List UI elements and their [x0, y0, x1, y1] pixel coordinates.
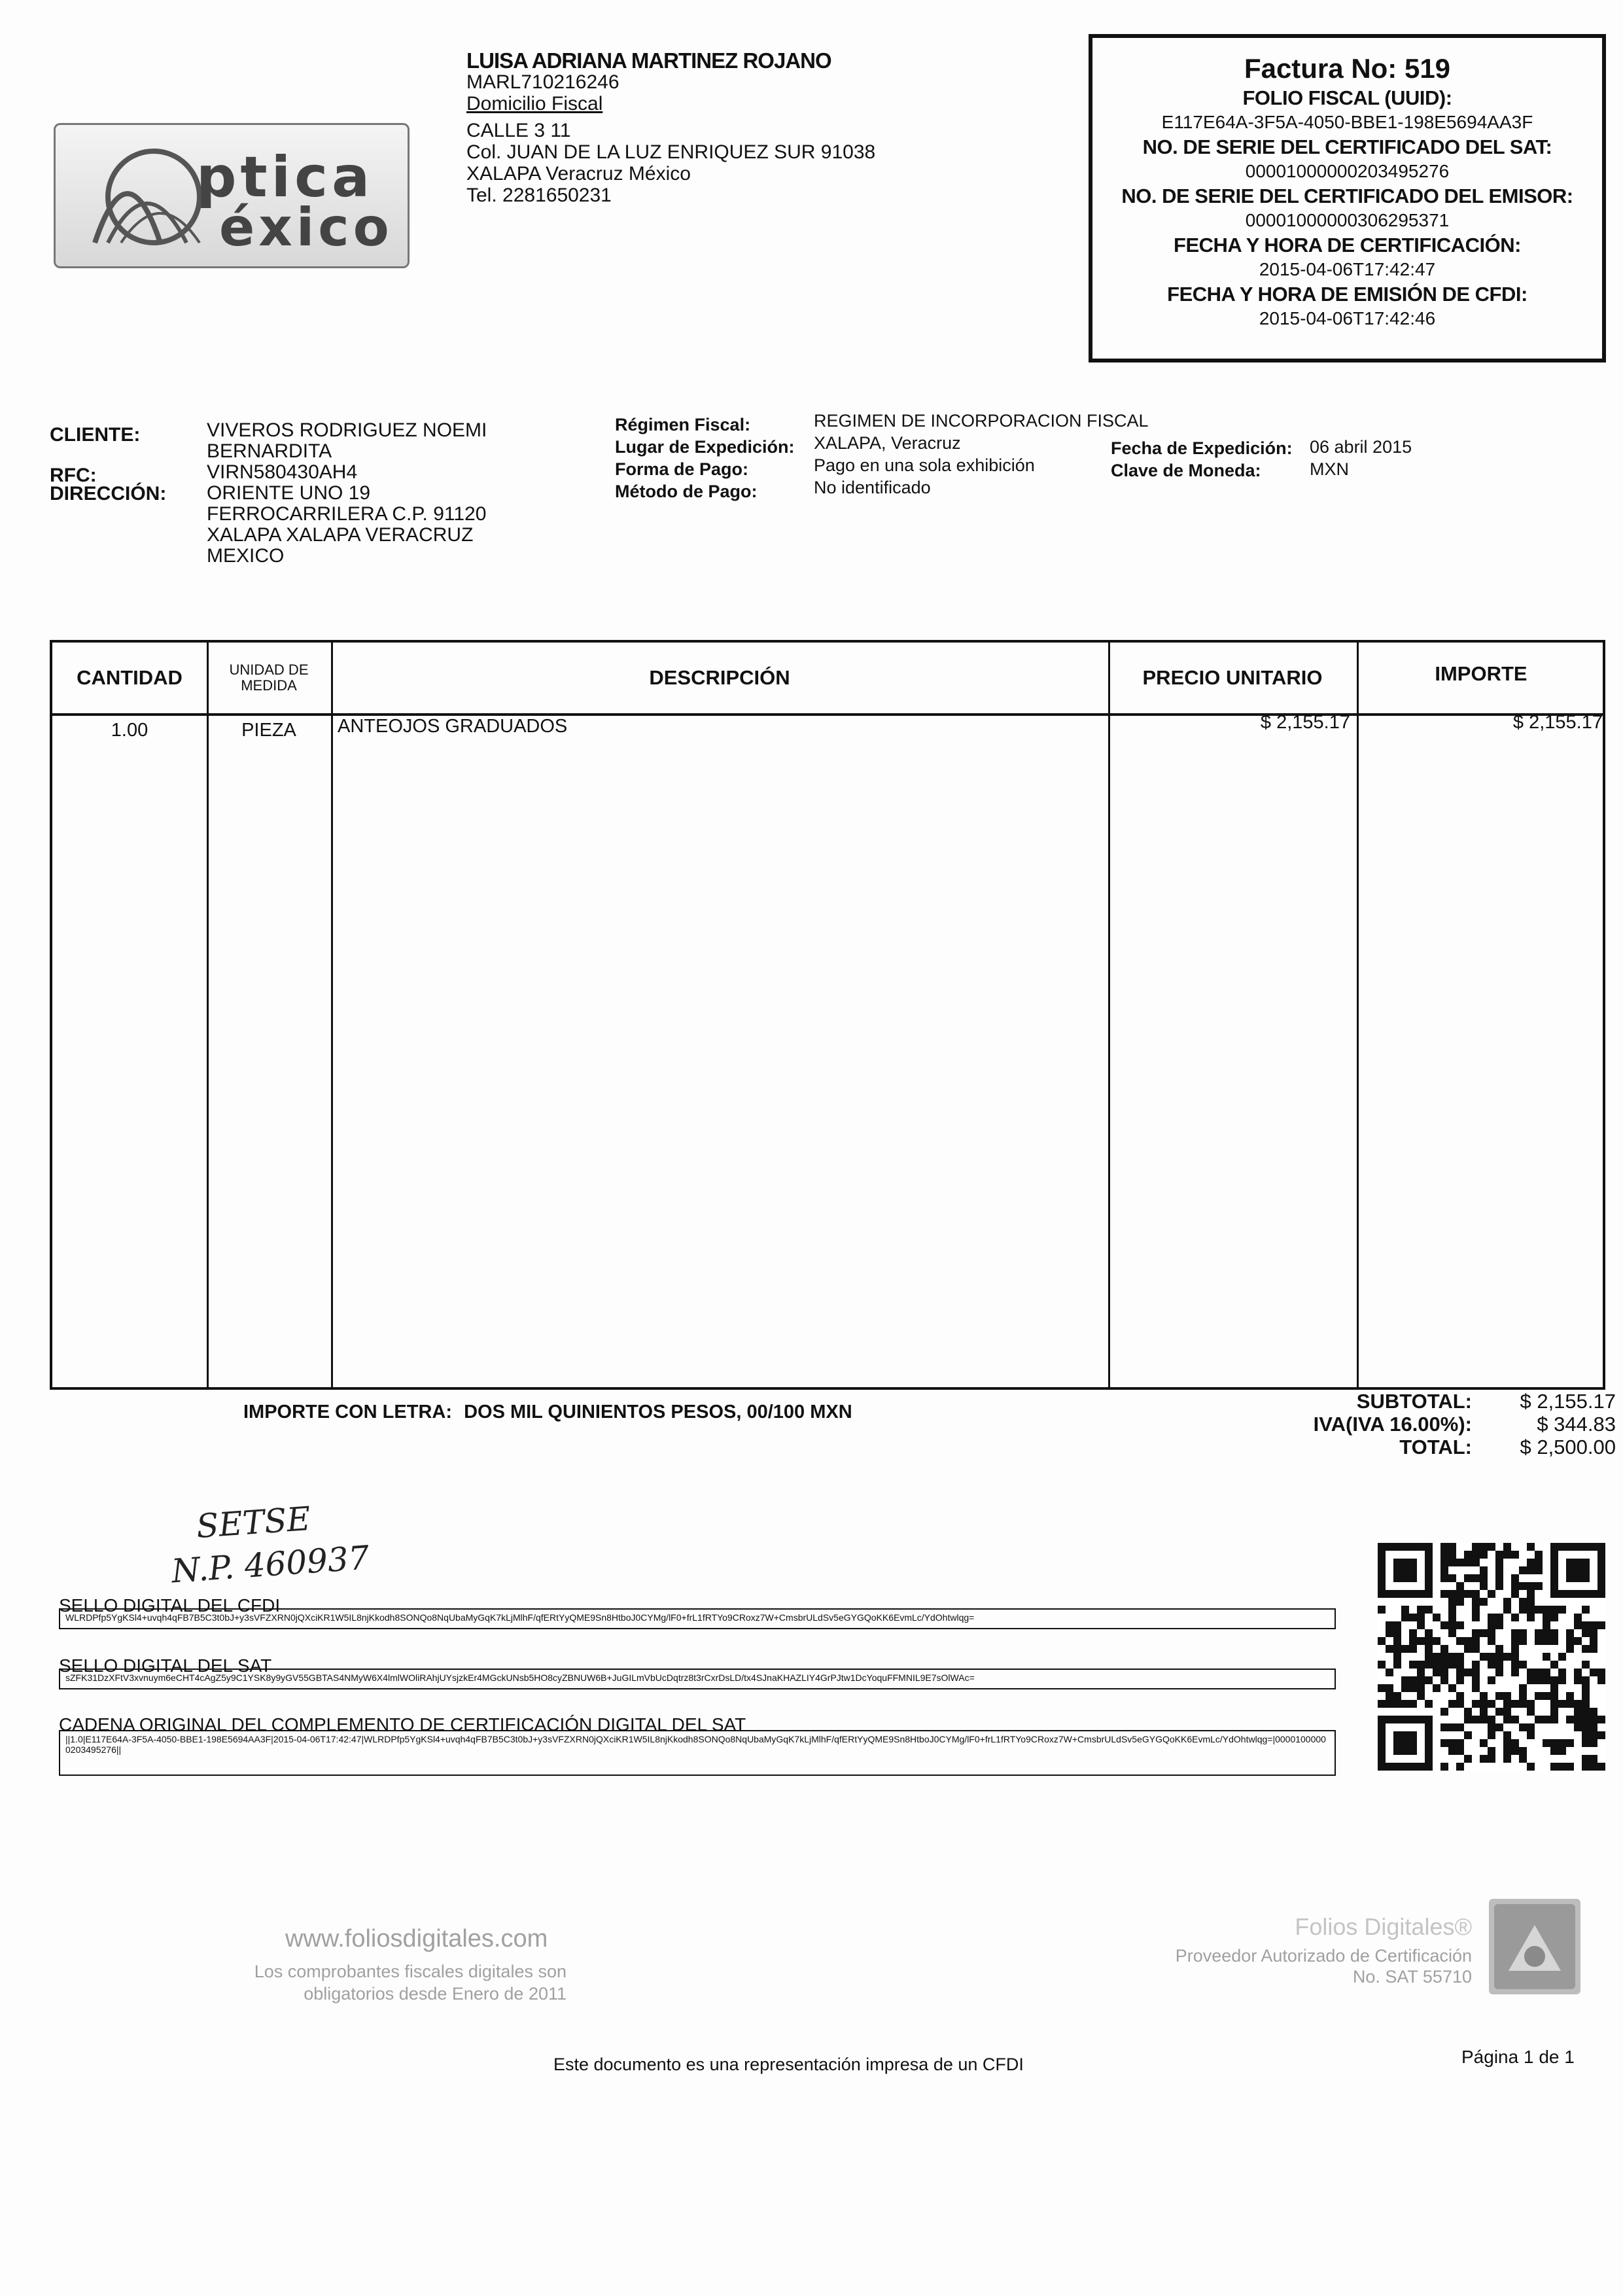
totals-values — [1485, 1390, 1616, 1458]
iva-label: IVA(IVA 16.00%): — [1313, 1413, 1472, 1436]
sello-cfdi-label: SELLO DIGITAL DEL CFDI — [59, 1595, 281, 1616]
row-importe: $ 2,155.17 — [1512, 712, 1603, 733]
handwritten-note-2: N.P. 460937 — [170, 1538, 371, 1591]
regimen-value: REGIMEN DE INCORPORACION FISCAL — [814, 411, 1149, 431]
row-cantidad: 1.00 — [111, 720, 148, 741]
footer-note-2: obligatorios desde Enero de 2011 — [304, 1984, 567, 2004]
column-divider — [331, 643, 333, 1387]
factura-number: Factura No: 519 — [1244, 53, 1451, 84]
total-label: TOTAL: — [1399, 1436, 1472, 1458]
fiscal-labels — [615, 414, 795, 503]
emisor-colonia: Col. JUAN DE LA LUZ ENRIQUEZ SUR 91038 — [466, 141, 876, 163]
serie-emisor-label: NO. DE SERIE DEL CERTIFICADO DEL EMISOR: — [1121, 185, 1573, 207]
concepts-table — [50, 640, 1605, 1390]
lugar-label: Lugar de Expedición: — [615, 437, 795, 457]
fiscal-values — [814, 410, 1149, 499]
header-unidad-line2: MEDIDA — [241, 677, 297, 694]
emisor-tel: Tel. 2281650231 — [466, 185, 612, 206]
rfc-label: RFC: — [50, 465, 97, 486]
cliente-dir-2: FERROCARRILERA C.P. 91120 — [207, 503, 487, 525]
folios-brand: Folios Digitales® — [1295, 1913, 1472, 1940]
badge-graphic — [1489, 1899, 1580, 1994]
totals-labels — [1243, 1390, 1472, 1458]
fecha-certificacion-label: FECHA Y HORA DE CERTIFICACIÓN: — [1174, 234, 1521, 256]
qr-code — [1378, 1543, 1605, 1771]
cliente-dir-4: MEXICO — [207, 545, 285, 567]
factura-box — [1089, 34, 1606, 362]
fecha-expedicion-value: 06 abril 2015 — [1310, 437, 1412, 457]
optica-mexico-logo — [54, 123, 410, 268]
moneda-value: MXN — [1310, 459, 1349, 479]
moneda-label: Clave de Moneda: — [1111, 461, 1261, 480]
serie-emisor-value: 00001000000306295371 — [1245, 210, 1450, 230]
subtotal-label: SUBTOTAL: — [1356, 1390, 1472, 1413]
row-unidad: PIEZA — [241, 720, 296, 741]
fecha-certificacion-value: 2015-04-06T17:42:47 — [1259, 259, 1436, 279]
logo-text-ptica: ptica — [196, 145, 374, 210]
importe-letra — [243, 1402, 852, 1423]
page-number: Página 1 de 1 — [1461, 2047, 1575, 2067]
cadena-original-label: CADENA ORIGINAL DEL COMPLEMENTO DE CERTIFICACIÓN DIGITAL DEL SAT — [59, 1714, 746, 1735]
header-unidad — [207, 643, 331, 713]
cliente-name-2: BERNARDITA — [207, 440, 332, 462]
lugar-value: XALAPA, Veracruz — [814, 433, 961, 453]
emisor-block — [466, 50, 964, 206]
cliente-block — [207, 420, 487, 567]
fecha-moneda-labels — [1111, 437, 1293, 482]
header-importe: IMPORTE — [1435, 662, 1527, 685]
folio-fiscal-value: E117E64A-3F5A-4050-BBE1-198E5694AA3F — [1161, 112, 1533, 132]
header-cantidad: CANTIDAD — [77, 666, 183, 689]
footer-website: www.foliosdigitales.com — [285, 1925, 548, 1952]
fecha-emision-value: 2015-04-06T17:42:46 — [1259, 308, 1436, 328]
folio-fiscal-label: FOLIO FISCAL (UUID): — [1242, 86, 1452, 109]
factura-electronica-badge-icon — [1489, 1899, 1580, 1994]
emisor-street: CALLE 3 11 — [466, 120, 571, 141]
importe-letra-label: IMPORTE CON LETRA: — [243, 1402, 452, 1422]
emisor-rfc: MARL710216246 — [466, 71, 620, 93]
domicilio-fiscal-label: Domicilio Fiscal — [466, 93, 603, 115]
cliente-rfc: VIRN580430AH4 — [207, 461, 358, 483]
emisor-name: LUISA ADRIANA MARTINEZ ROJANO — [466, 48, 831, 73]
iva-value: $ 344.83 — [1537, 1413, 1616, 1436]
metodo-label: Método de Pago: — [615, 482, 758, 501]
column-divider — [207, 643, 209, 1387]
cadena-original-value: ||1.0|E117E64A-3F5A-4050-BBE1-198E5694AA3F|2015-04-06T17:42:47|WLRDPfp5YgKSl4+uvqh4qFB7B5C3t0bJ+y3sVFZXRN0jQXciKR1W5IL8njKkodh8SONQo8NqUbaMyGqK7kLjMlhF/qfERtYyQME9Sn8HtboJ0CYMg/lF0+frL1fRTYo9CRoxz7W+CmsbrULdSv5eGYGQoKK6EvmLc/YdOhtwlqg=|00001000000203495276|| — [59, 1730, 1336, 1776]
sello-sat-value: sZFK31DzXFtV3xvnuym6eCHT4cAgZ5y9C1YSK8y9yGV55GBTAS4NMyW6X4lmlWOliRAhjUYsjzkEr4MGckUNsb5HO8cyZBNUW6B+JuGILmVbUcDqtrz8t3rCxrDsLD/tx4SJnaKHAZLIY4GrPJtw1DcYoquFFMNIL9E7sOlWAc= — [59, 1669, 1336, 1689]
direccion-label: DIRECCIÓN: — [50, 483, 167, 504]
logo-text-exico: éxico — [219, 197, 393, 258]
footer-note-1: Los comprobantes fiscales digitales son — [254, 1962, 567, 1981]
handwritten-note-1: SETSE — [195, 1499, 312, 1546]
footer-provider-1: Proveedor Autorizado de Certificación — [1175, 1946, 1472, 1966]
serie-sat-label: NO. DE SERIE DEL CERTIFICADO DEL SAT: — [1142, 135, 1552, 158]
header-unidad-line1: UNIDAD DE — [229, 662, 309, 678]
emisor-city: XALAPA Veracruz México — [466, 163, 691, 185]
column-divider — [1108, 643, 1110, 1387]
importe-letra-value: DOS MIL QUINIENTOS PESOS, 00/100 MXN — [464, 1402, 852, 1422]
serie-sat-value: 00001000000203495276 — [1245, 161, 1450, 181]
cliente-dir-3: XALAPA XALAPA VERACRUZ — [207, 524, 474, 546]
row-descripcion: ANTEOJOS GRADUADOS — [338, 716, 568, 737]
total-value: $ 2,500.00 — [1520, 1436, 1616, 1458]
forma-label: Forma de Pago: — [615, 459, 749, 479]
metodo-value: No identificado — [814, 478, 931, 497]
header-precio: PRECIO UNITARIO — [1142, 666, 1323, 689]
row-precio: $ 2,155.17 — [1260, 712, 1350, 733]
forma-value: Pago en una sola exhibición — [814, 455, 1035, 475]
fecha-emision-label: FECHA Y HORA DE EMISIÓN DE CFDI: — [1167, 283, 1527, 306]
fecha-expedicion-label: Fecha de Expedición: — [1111, 438, 1293, 458]
sello-cfdi-value: WLRDPfp5YgKSl4+uvqh4qFB7B5C3t0bJ+y3sVFZXRN0jQXciKR1W5IL8njKkodh8SONQo8NqUbaMyGqK7kLjMlhF/qfERtYyQME9Sn8HtboJ0CYMg/lF0+frL1fRTYo9CRoxz7W+CmsbrULdSv5eGYGQoKK6EvmLc/YdOhtwlqg= — [59, 1608, 1336, 1629]
cfdi-disclaimer: Este documento es una representación impresa de un CFDI — [553, 2055, 1024, 2074]
sello-sat-label: SELLO DIGITAL DEL SAT — [59, 1655, 272, 1676]
column-divider — [1357, 643, 1359, 1387]
qr-code-icon — [1378, 1543, 1605, 1771]
cliente-name-1: VIVEROS RODRIGUEZ NOEMI — [207, 419, 487, 441]
regimen-label: Régimen Fiscal: — [615, 415, 751, 434]
subtotal-value: $ 2,155.17 — [1520, 1390, 1616, 1413]
footer-provider-2: No. SAT 55710 — [1352, 1967, 1472, 1987]
cliente-label: CLIENTE: — [50, 424, 141, 446]
header-descripcion: DESCRIPCIÓN — [649, 666, 790, 689]
fecha-moneda-values — [1310, 436, 1412, 480]
cliente-dir-1: ORIENTE UNO 19 — [207, 482, 371, 504]
